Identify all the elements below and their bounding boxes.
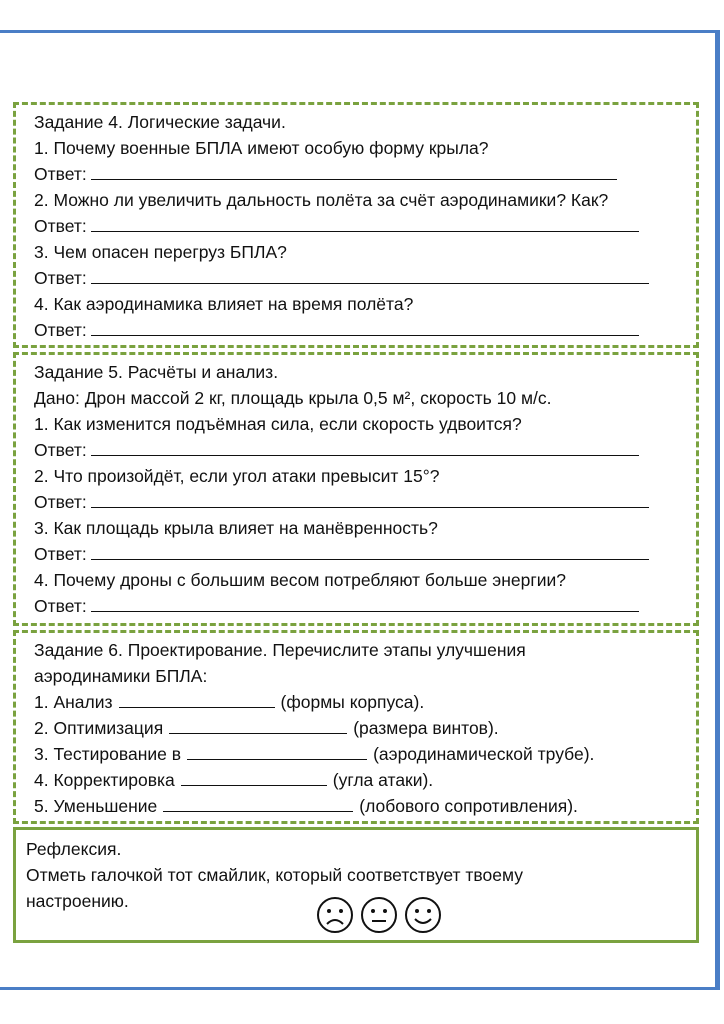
- step-suffix: (лобового сопротивления).: [359, 796, 578, 816]
- step-prefix: 3. Тестирование в: [34, 744, 182, 764]
- answer-line[interactable]: [91, 266, 649, 284]
- answer-line[interactable]: [91, 542, 649, 560]
- task-5-question-1: 1. Как изменится подъёмная сила, если скорость удвоится?: [34, 414, 522, 434]
- task-5-given: Дано: Дрон массой 2 кг, площадь крыла 0,5 м², скорость 10 м/с.: [34, 388, 552, 408]
- answer-label: Ответ:: [34, 216, 87, 236]
- task-6-title-line-2: аэродинамики БПЛА:: [34, 666, 208, 686]
- fill-blank[interactable]: [169, 716, 347, 734]
- task-4-title: Задание 4. Логические задачи.: [34, 112, 286, 132]
- task-5-box: [13, 352, 699, 626]
- step-suffix: (аэродинамической трубе).: [373, 744, 595, 764]
- step-prefix: 5. Уменьшение: [34, 796, 158, 816]
- answer-line[interactable]: [91, 594, 639, 612]
- smiley-row: [316, 896, 442, 936]
- step-suffix: (формы корпуса).: [280, 692, 425, 712]
- task-5-question-2: 2. Что произойдёт, если угол атаки превысит 15°?: [34, 466, 440, 486]
- fill-blank[interactable]: [187, 742, 367, 760]
- answer-label: Ответ:: [34, 440, 87, 460]
- happy-face-icon[interactable]: [404, 896, 442, 934]
- task-5-answer-3[interactable]: [34, 541, 696, 567]
- task-5-question-3: 3. Как площадь крыла влияет на манёвренность?: [34, 518, 438, 538]
- task-6-step-2: [34, 715, 696, 741]
- task-4-question-2: 2. Можно ли увеличить дальность полёта за счёт аэродинамики? Как?: [34, 190, 609, 210]
- task-6-step-1: [34, 689, 696, 715]
- sad-face-icon[interactable]: [316, 896, 354, 934]
- answer-label: Ответ:: [34, 320, 87, 340]
- task-5-question-4: 4. Почему дроны с большим весом потребляют больше энергии?: [34, 570, 566, 590]
- fill-blank[interactable]: [163, 794, 353, 812]
- answer-line[interactable]: [91, 490, 649, 508]
- task-4-question-3: 3. Чем опасен перегруз БПЛА?: [34, 242, 287, 262]
- task-5-answer-2[interactable]: [34, 489, 696, 515]
- step-suffix: (размера винтов).: [353, 718, 499, 738]
- fill-blank[interactable]: [119, 690, 275, 708]
- task-4-question-4: 4. Как аэродинамика влияет на время полёта?: [34, 294, 414, 314]
- step-suffix: (угла атаки).: [332, 770, 434, 790]
- fill-blank[interactable]: [181, 768, 327, 786]
- answer-line[interactable]: [91, 214, 639, 232]
- task-6-box: [13, 630, 699, 824]
- task-6-step-5: [34, 793, 696, 819]
- answer-line[interactable]: [91, 318, 639, 336]
- task-6-step-3: [34, 741, 696, 767]
- task-6-title-line-1: Задание 6. Проектирование. Перечислите этапы улучшения: [34, 640, 526, 660]
- task-4-answer-1[interactable]: [34, 161, 696, 187]
- neutral-face-icon[interactable]: [360, 896, 398, 934]
- step-prefix: 2. Оптимизация: [34, 718, 164, 738]
- page-frame-right-edge: [717, 30, 724, 990]
- reflection-instruction-line-1: Отметь галочкой тот смайлик, который соответствует твоему: [26, 865, 523, 885]
- reflection-title: Рефлексия.: [26, 839, 122, 859]
- reflection-instruction-line-2: настроению.: [26, 891, 129, 911]
- task-4-answer-4[interactable]: [34, 317, 696, 343]
- task-5-title: Задание 5. Расчёты и анализ.: [34, 362, 279, 382]
- task-5-answer-1[interactable]: [34, 437, 696, 463]
- answer-line[interactable]: [91, 438, 639, 456]
- task-4-question-1: 1. Почему военные БПЛА имеют особую форму крыла?: [34, 138, 489, 158]
- task-4-answer-3[interactable]: [34, 265, 696, 291]
- answer-label: Ответ:: [34, 164, 87, 184]
- step-prefix: 1. Анализ: [34, 692, 113, 712]
- answer-label: Ответ:: [34, 268, 87, 288]
- task-4-box: [13, 102, 699, 348]
- answer-label: Ответ:: [34, 544, 87, 564]
- step-prefix: 4. Корректировка: [34, 770, 175, 790]
- answer-label: Ответ:: [34, 596, 87, 616]
- answer-line[interactable]: [91, 162, 617, 180]
- task-5-answer-4[interactable]: [34, 593, 696, 619]
- reflection-box: [13, 827, 699, 943]
- task-4-answer-2[interactable]: [34, 213, 696, 239]
- task-6-step-4: [34, 767, 696, 793]
- answer-label: Ответ:: [34, 492, 87, 512]
